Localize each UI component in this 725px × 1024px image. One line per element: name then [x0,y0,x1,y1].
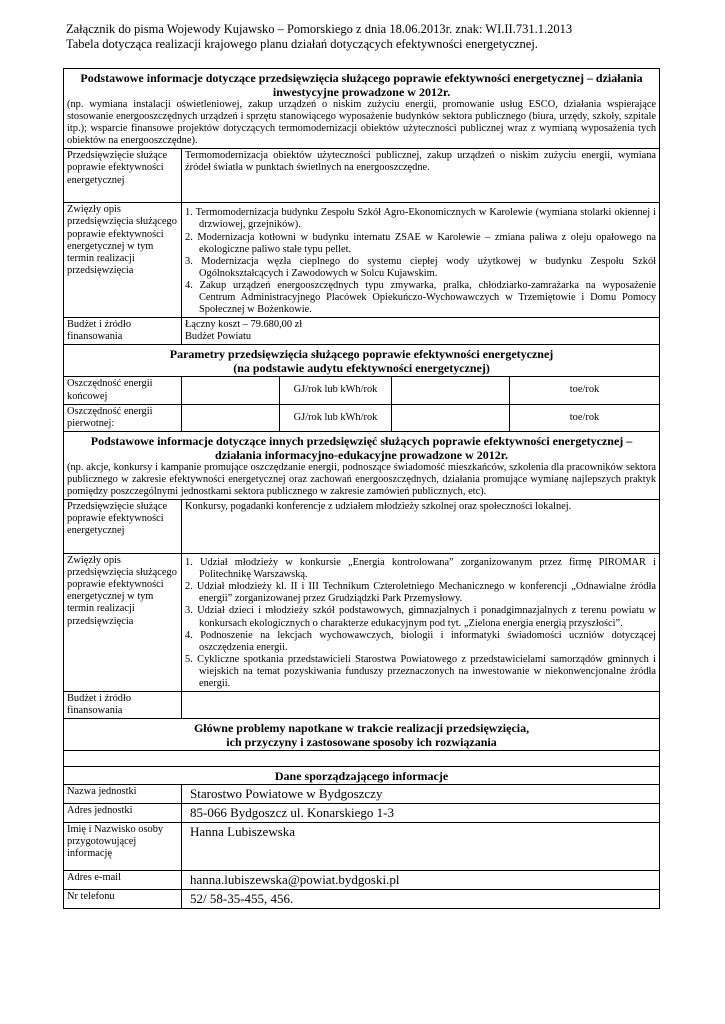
section2-title-line-1: Parametry przedsięwzięcia służącego poprawie efektywności energetycznej [169,347,554,362]
section1-item: 1. Termomodernizacja budynku Zespołu Szkół Agro-Ekonomicznych w Karolewie (wymiana stolarki okiennej i drzwiowej, grzejników). [185,207,657,231]
section1-item: 4. Zakup urządzeń energooszczędnych typu zmywarka, pralka, chłodziarko-zamrażarka na wyposażenie Centrum Administracyjnego Placówek Opiekuńczo-Wychowawczych w Trzemiętowie i Domu Pomocy Społecznej w Bożenkowie. [185,279,657,316]
section3-description-row [64,554,660,692]
section1-undertaking-label: Przedsięwzięcie służące poprawie efektywności energetycznej [64,149,182,203]
section2-title-line-2: (na podstawie audytu efektywności energetycznej) [233,361,490,376]
header-line-2: Tabela dotycząca realizacji krajowego planu działań dotyczących efektywności energetycznej. [66,37,538,51]
primary-energy-unit-gj: GJ/rok lub kWh/rok [280,404,392,431]
section1-description-row [64,203,660,318]
section3-item-list [185,557,656,690]
unit-name-value: Starostwo Powiatowe w Bydgoszczy [182,785,660,804]
unit-name-row [64,785,660,804]
section4-content-row [64,751,660,767]
efficiency-report-table [63,68,660,909]
section3-budget-row [64,692,660,719]
primary-energy-row [64,404,660,431]
unit-address-label: Adres jednostki [64,804,182,823]
section3-undertaking-label: Przedsięwzięcie służące poprawie efektywności energetycznej [64,500,182,554]
primary-energy-toe-value [392,404,510,431]
final-energy-unit-gj: GJ/rok lub kWh/rok [280,377,392,404]
section1-budget-cost: Łączny koszt – 79.680,00 zł [185,319,303,331]
email-value: hanna.lubiszewska@powiat.bydgoski.pl [182,871,660,890]
section2-header [64,345,660,377]
section3-budget-value [182,692,660,719]
section2-header-row [64,345,660,377]
section3-header-row [64,431,660,499]
section4-header-row [64,719,660,751]
section1-note: (np. wymiana instalacji oświetleniowej, zakup urządzeń o niskim zużyciu energii, promowanie usług ESCO, działania wspierające stosowanie energooszczędnych urządzeń i sprzętu stanowiącego wyposażenie budynków sektora publicznego (biura, urzędy, szkoły, szpitale itp.); wsparcie finansowe projektów dotyczących termomodernizacji obiektów użyteczności publicznej wraz z wymianą wyposażenia tych obiektów na energooszczędne). [67,99,657,147]
unit-name-label: Nazwa jednostki [64,785,182,804]
section1-undertaking-value: Termomodernizacja obiektów użyteczności publicznej, zakup urządzeń o niskim zużyciu energii, wymiana źródeł światła w punktach świetlnych na energooszczędne. [182,149,660,203]
header-line-1: Załącznik do pisma Wojewody Kujawsko – Pomorskiego z dnia 18.06.2013r. znak: WI.II.731.1.2013 [66,22,573,36]
phone-value: 52/ 58-35-455, 456. [182,890,660,909]
section3-item: 5. Cykliczne spotkania przedstawicieli Starostwa Powiatowego z przedstawicielami samorządów gminnych i wiejskich na temat pozyskiwania funduszy przeznaczonych na inwestowanie w niekonwencjonalne źródła energii. [185,653,657,689]
section1-budget-label: Budżet i źródło finansowania [64,318,182,345]
email-label: Adres e-mail [64,871,182,890]
final-energy-unit-toe: toe/rok [510,377,660,404]
section4-content [64,751,660,767]
phone-label: Nr telefonu [64,890,182,909]
section3-header [64,431,660,499]
unit-address-row [64,804,660,823]
section1-item: 2. Modernizacja kotłowni w budynku internatu ZSAE w Karolewie – zmiana paliwa z oleju opałowego na ekologiczne paliwo stałe typu pellet. [185,231,657,255]
section5-title: Dane sporządzającego informacje [64,767,660,785]
section4-header [64,719,660,751]
section3-description-cell [182,554,660,692]
section3-item: 3. Udział dzieci i młodzieży szkół podstawowych, gimnazjalnych i ponadgimnazjalnych z terenu powiatu w konkursach ekologicznych o charakterze edukacyjnym pod tyt. „Zielona energia energią przyszłości”. [185,605,657,629]
section1-budget-cell [182,318,660,345]
section1-item: 3. Modernizacja węzła cieplnego do systemu ciepłej wody użytkowej w budynku Zespołu Szkół Ogólnokształcących i Zawodowych w Solcu Kujawskim. [185,255,657,279]
section1-title: Podstawowe informacje dotyczące przedsięwzięcia służącego poprawie efektywności energetycznej – działania inwestycyjne prowadzone w 2012r. [80,71,643,99]
final-energy-label: Oszczędność energii końcowej [64,377,182,404]
final-energy-toe-value [392,377,510,404]
unit-address-value: 85-066 Bydgoszcz ul. Konarskiego 1-3 [182,804,660,823]
section3-undertaking-value: Konkursy, pogadanki konferencje z udziałem młodzieży szkolnej oraz społeczności lokalnej. [182,500,660,554]
section1-budget-row [64,318,660,345]
section4-title-line-2: ich przyczyny i zastosowane sposoby ich rozwiązania [226,735,497,750]
section3-description-label: Zwięzły opis przedsięwzięcia służącego poprawie efektywności energetycznej w tym termin realizacji przedsięwzięcia [64,554,182,692]
primary-energy-value [182,404,280,431]
section3-budget-label: Budżet i źródło finansowania [64,692,182,719]
section1-undertaking-row [64,149,660,203]
section1-header-row [64,69,660,149]
section1-description-cell [182,203,660,318]
section3-title: Podstawowe informacje dotyczące innych przedsięwzięć służących poprawie efektywności energetycznej – działania informacyjno-edukacyjne prowadzone w 2012r. [90,433,633,462]
preparer-name: Hanna Lubiszewska [182,823,660,871]
document-header [66,22,572,52]
final-energy-value [182,377,280,404]
section4-title-line-1: Główne problemy napotkane w trakcie realizacji przedsięwzięcia, [193,721,530,736]
section1-budget-source: Budżet Powiatu [185,331,252,343]
primary-energy-unit-toe: toe/rok [510,404,660,431]
section3-item: 1. Udział młodzieży w konkursie „Energia kontrolowana” zorganizowanym przez firmę PIROMAR i Politechnikę Warszawską. [185,557,657,581]
section3-note: (np. akcje, konkursy i kampanie promujące oszczędzanie energii, podnoszące świadomość mieszkańców, szkolenia dla pracowników sektora publicznego w zakresie efektywności energetycznej oraz zachowań energooszczędnych, działania promujące wymianę najlepszych praktyk pomiędzy poszczególnymi jednostkami sektora publicznego w zakresie zamówień publicznych, etc). [67,461,657,497]
section1-header [64,69,660,149]
section1-item-list [185,207,656,316]
section3-undertaking-row [64,500,660,554]
section1-description-label: Zwięzły opis przedsięwzięcia służącego poprawie efektywności energetycznej w tym termin realizacji przedsięwzięcia [64,203,182,318]
email-row [64,871,660,890]
section3-item: 2. Udział młodzieży kl. II i III Technikum Czteroletniego Mechanicznego w konferencji „Odnawialne źródła energii” zorganizowanej przez Grudziądzki Park Przemysłowy. [185,581,657,605]
primary-energy-label: Oszczędność energii pierwotnej: [64,404,182,431]
section3-item: 4. Podnoszenie na lekcjach wychowawczych, biologii i informatyki świadomości uczniów dotyczącej oszczędzenia energii. [185,629,657,653]
phone-row [64,890,660,909]
preparer-label: Imię i Nazwisko osoby przygotowującej informację [64,823,182,871]
section5-header-row [64,767,660,785]
preparer-row [64,823,660,871]
final-energy-row [64,377,660,404]
